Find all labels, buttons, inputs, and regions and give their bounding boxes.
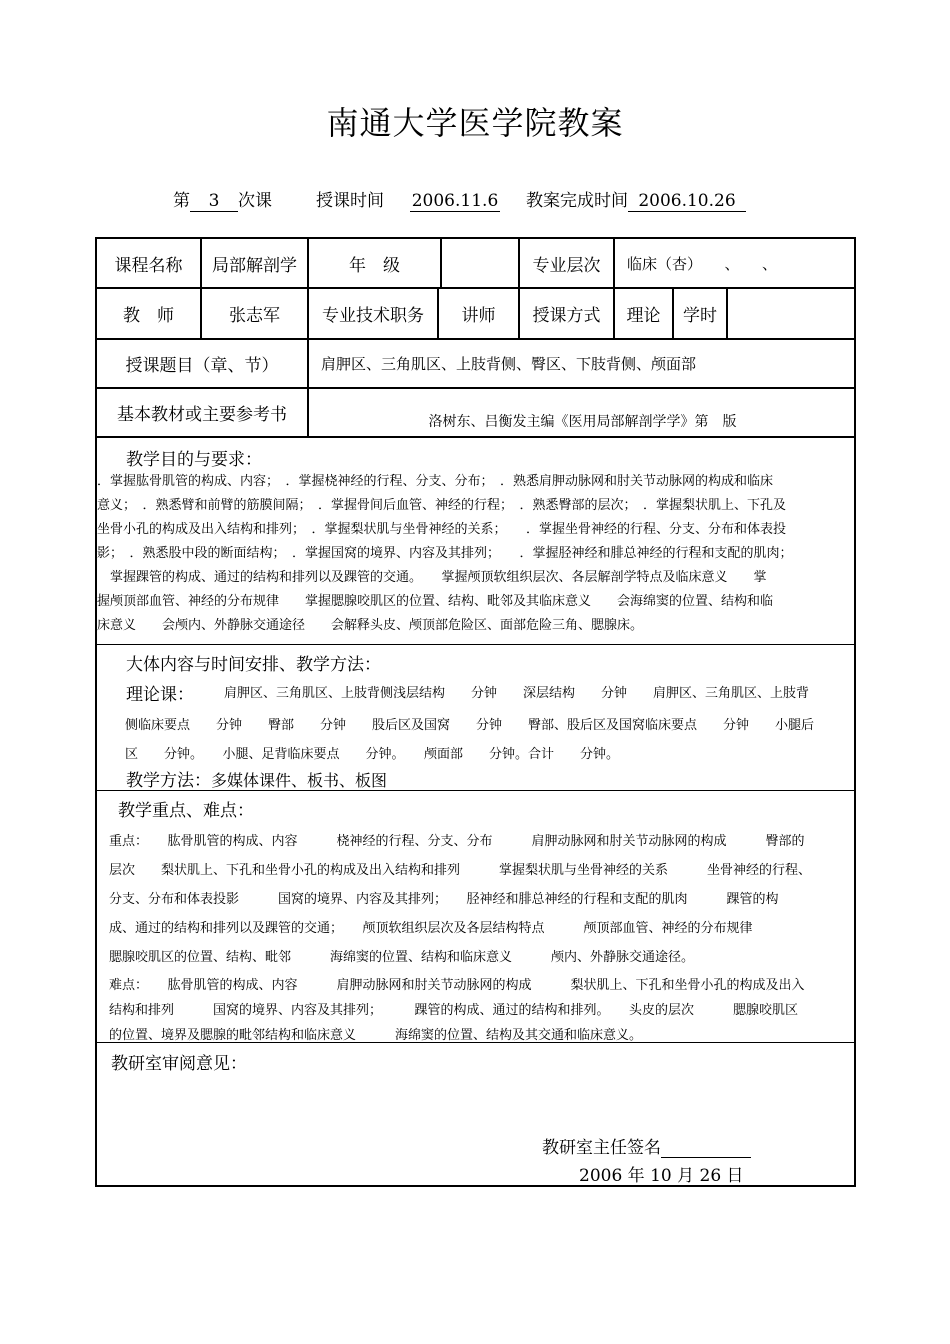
position-value: 讲师 [461,306,496,326]
lesson-number: 3 [190,191,238,212]
goals-text [97,470,854,638]
keypoint-line: 分支、分布和体表投影 国窝的境界、内容及其排列； 胫神经和腓总神经的行程和支配的肌肉 踝管的构 [109,892,779,907]
goals-line: 床意义 会颅内、外静脉交通途径 会解释头皮、颅顶部危险区、面部危险三角、腮腺床。 [97,618,644,633]
mode-label: 授课方式 [532,306,601,326]
topic-value: 肩胛区、三角肌区、上肢背侧、臀区、下肢背侧、颅面部 [321,355,697,373]
theory-label: 理论课： [126,685,194,705]
topic-label: 授课题目（章、节） [125,356,279,376]
review-date: 2006 年 10 月 26 日 [579,1166,744,1186]
theory-line: 区 分钟。 小腿、足背临床要点 分钟。 颅面部 分钟。合计 分钟。 [125,747,620,762]
grade-label: 年 级 [349,255,400,276]
book-label: 基本教材或主要参考书 [117,405,287,425]
lesson-prefix: 第 [173,191,190,211]
done-time-value: 2006.10.26 [628,191,746,212]
content-heading: 大体内容与时间安排、教学方法： [126,655,381,675]
keypoint-line: 成、通过的结构和排列以及踝管的交通； 颅顶软组织层次及各层结构特点 颅顶部血管、神经的分布规律 [109,921,753,936]
hours-value [728,289,848,338]
teacher-value: 张志军 [229,306,280,326]
method-label: 教学方法： [126,771,211,791]
course-label: 课程名称 [114,255,183,276]
review-heading: 教研室审阅意见： [111,1054,247,1074]
theory-line: 侧临床要点 分钟 臀部 分钟 股后区及国窝 分钟 臀部、股后区及国窝临床要点 分钟 小腿后 [125,718,815,733]
level-label: 专业层次 [532,255,601,276]
method-value: 多媒体课件、板书、板图 [211,771,388,790]
keypoints-text [109,828,854,1047]
teacher-label: 教 师 [123,306,174,326]
book-value: 洛树东、吕衡发主编《医用局部解剖学学》第 版 [428,413,737,430]
keypoint-line: 结构和排列 国窝的境界、内容及其排列； 踝管的构成、通过的结构和排列。 头皮的层次 腮腺咬肌区 [109,1003,799,1018]
level-value: 临床（杏） 、 、 [627,254,778,273]
goals-line: 坐骨小孔的构成及出入结构和排列； ．掌握梨状肌与坐骨神经的关系； ．掌握坐骨神经的行程、分支、分布和体表投 [97,522,787,537]
hours-label: 学时 [683,306,717,326]
theory-line: 肩胛区、三角肌区、上肢背侧浅层结构 分钟 深层结构 分钟 肩胛区、三角肌区、上肢背 [224,686,810,701]
theory-line-1 [224,682,854,706]
course-value: 局部解剖学 [212,255,297,276]
goals-line: 影； ．熟悉股中段的断面结构； ．掌握国窝的境界、内容及其排列； ．掌握胫神经和腓总神经的行程和支配的肌肉； [97,546,793,561]
goals-heading: 教学目的与要求： [126,450,262,470]
done-time-label: 教案完成时间 [526,191,628,211]
keypoint-line: 重点： 肱骨肌管的构成、内容 桡神经的行程、分支、分布 肩胛动脉网和肘关节动脉网的构成 臀部的 [109,834,805,849]
goals-line: 意义； ．熟悉臂和前臂的筋膜间隔； ．掌握骨间后血管、神经的行程； ．熟悉臀部的层次； ．掌握梨状肌上、下孔及 [97,498,787,513]
signature-blank [661,1139,751,1158]
method-row [126,766,387,791]
keypoint-line: 难点： 肱骨肌管的构成、内容 肩胛动脉网和肘关节动脉网的构成 梨状肌上、下孔和坐骨小孔的构成及出入 [109,978,805,993]
lesson-meta [173,186,746,212]
goals-line: 握颅顶部血管、神经的分布规律 掌握腮腺咬肌区的位置、结构、毗邻及其临床意义 会海绵窦的位置、结构和临 [97,594,774,609]
mode-value: 理论 [626,306,661,326]
keypoint-line: 的位置、境界及腮腺的毗邻结构和临床意义 海绵窦的位置、结构及其交通和临床意义。 [109,1028,643,1043]
goals-line: 掌握踝管的构成、通过的结构和排列以及踝管的交通。 掌握颅顶软组织层次、各层解剖学特点及临床意义 掌 [97,570,767,585]
goals-line: ．掌握肱骨肌管的构成、内容； ．掌握桡神经的行程、分支、分布； ．熟悉肩胛动脉网和肘关节动脉网的构成和临床 [97,474,774,489]
grade-value [442,239,518,287]
page-title: 南通大学医学院教案 [326,104,624,142]
keypoint-line: 层次 梨状肌上、下孔和坐骨小孔的构成及出入结构和排列 掌握梨状肌与坐骨神经的关系 坐骨神经的行程、 [109,863,812,878]
position-label: 专业技术职务 [322,306,424,326]
signature-row [542,1133,751,1158]
lesson-suffix: 次课 [238,191,272,211]
theory-text [125,711,854,769]
keypoints-heading: 教学重点、难点： [118,801,254,821]
keypoint-line: 腮腺咬肌区的位置、结构、毗邻 海绵窦的位置、结构和临床意义 颅内、外静脉交通途径。 [109,950,695,965]
teach-time-label: 授课时间 [316,191,384,211]
teach-time-value: 2006.11.6 [411,191,499,211]
signature-label: 教研室主任签名 [542,1138,661,1158]
row-divider [95,644,856,645]
